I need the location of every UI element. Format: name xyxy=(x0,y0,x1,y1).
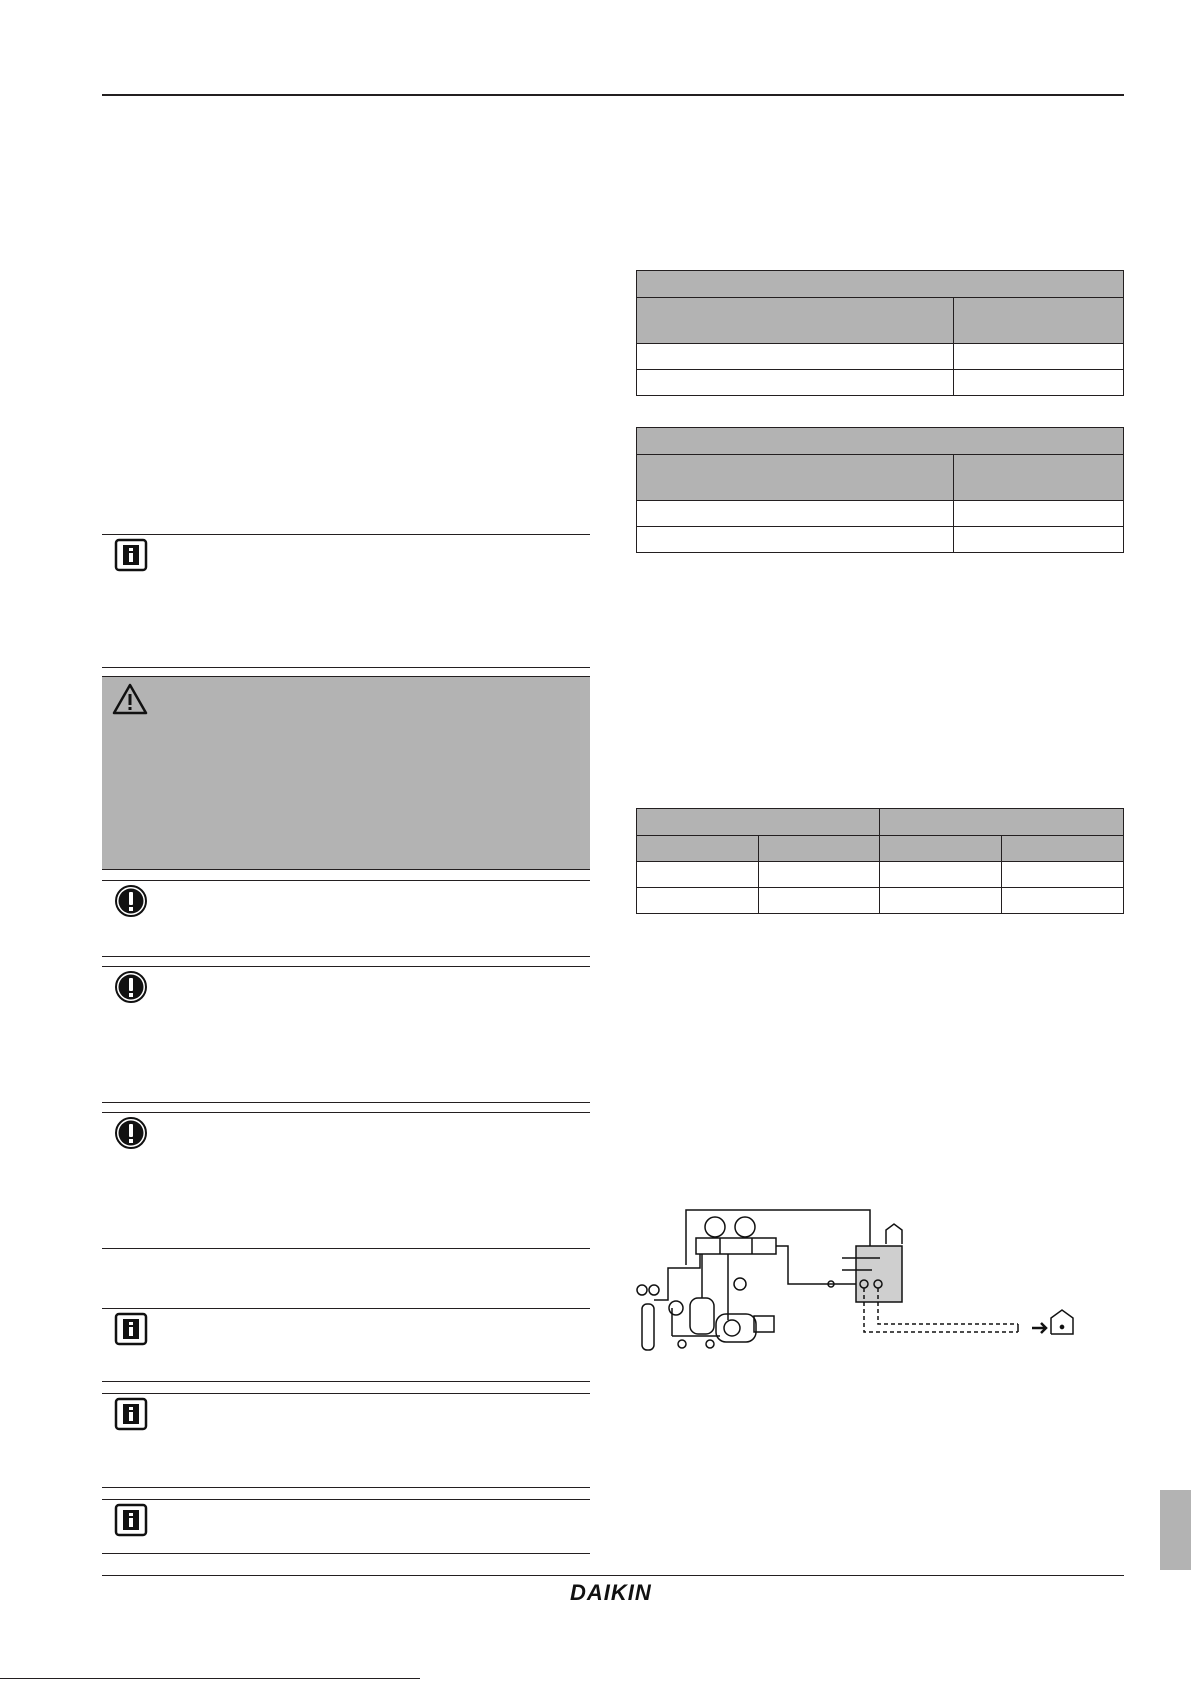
bottom-edge-rule xyxy=(0,1678,420,1679)
notice-rule-bottom xyxy=(102,1102,590,1103)
notice-rule-bottom xyxy=(102,1248,590,1249)
table-row xyxy=(636,887,759,914)
table-1-header-col-1 xyxy=(636,297,954,344)
table-row xyxy=(953,526,1124,553)
table-row xyxy=(758,887,880,914)
info-icon xyxy=(114,1397,148,1431)
info-icon xyxy=(114,1503,148,1537)
footer-rule xyxy=(102,1575,1124,1576)
table-row xyxy=(758,861,880,888)
info-icon xyxy=(114,1312,148,1346)
notice-rule-top xyxy=(102,966,590,967)
exclamation-icon xyxy=(114,970,148,1004)
notice-rule-top xyxy=(102,880,590,881)
notice-rule-top xyxy=(102,1393,590,1394)
table-3-header-group-1 xyxy=(636,808,880,836)
notice-rule-top xyxy=(102,1308,590,1309)
table-row xyxy=(636,526,954,553)
refrigerant-setup-diagram xyxy=(628,1200,1088,1360)
table-row xyxy=(636,500,954,527)
header-rule xyxy=(102,94,1124,96)
notice-rule-top xyxy=(102,676,590,677)
notice-rule-top xyxy=(102,534,590,535)
warning-block xyxy=(102,676,590,870)
notice-rule-bottom xyxy=(102,667,590,668)
notice-rule-bottom xyxy=(102,869,590,870)
brand-logo: DAIKIN xyxy=(570,1580,652,1605)
table-3-subheader-3 xyxy=(879,835,1002,862)
table-row xyxy=(1001,861,1124,888)
table-3-header-group-2 xyxy=(879,808,1124,836)
section-tab xyxy=(1160,1490,1191,1570)
table-row xyxy=(953,343,1124,370)
table-row xyxy=(879,861,1002,888)
notice-rule-top xyxy=(102,1499,590,1500)
table-3-subheader-1 xyxy=(636,835,759,862)
table-row xyxy=(636,343,954,370)
exclamation-icon xyxy=(114,1116,148,1150)
notice-rule-bottom xyxy=(102,1487,590,1488)
table-row xyxy=(953,369,1124,396)
info-icon xyxy=(114,538,148,572)
table-row xyxy=(1001,887,1124,914)
notice-rule-top xyxy=(102,1112,590,1113)
table-2-header-col-1 xyxy=(636,454,954,501)
table-row xyxy=(879,887,1002,914)
table-2-title-row xyxy=(636,427,1124,455)
notice-rule-bottom xyxy=(102,956,590,957)
table-2-header-col-2 xyxy=(953,454,1124,501)
table-row xyxy=(953,500,1124,527)
notice-rule-bottom xyxy=(102,1553,590,1554)
table-3-subheader-4 xyxy=(1001,835,1124,862)
table-1-title-row xyxy=(636,270,1124,298)
table-row xyxy=(636,369,954,396)
exclamation-icon xyxy=(114,884,148,918)
table-3-subheader-2 xyxy=(758,835,880,862)
table-1-header-col-2 xyxy=(953,297,1124,344)
table-row xyxy=(636,861,759,888)
warning-icon xyxy=(112,682,146,716)
notice-rule-bottom xyxy=(102,1381,590,1382)
